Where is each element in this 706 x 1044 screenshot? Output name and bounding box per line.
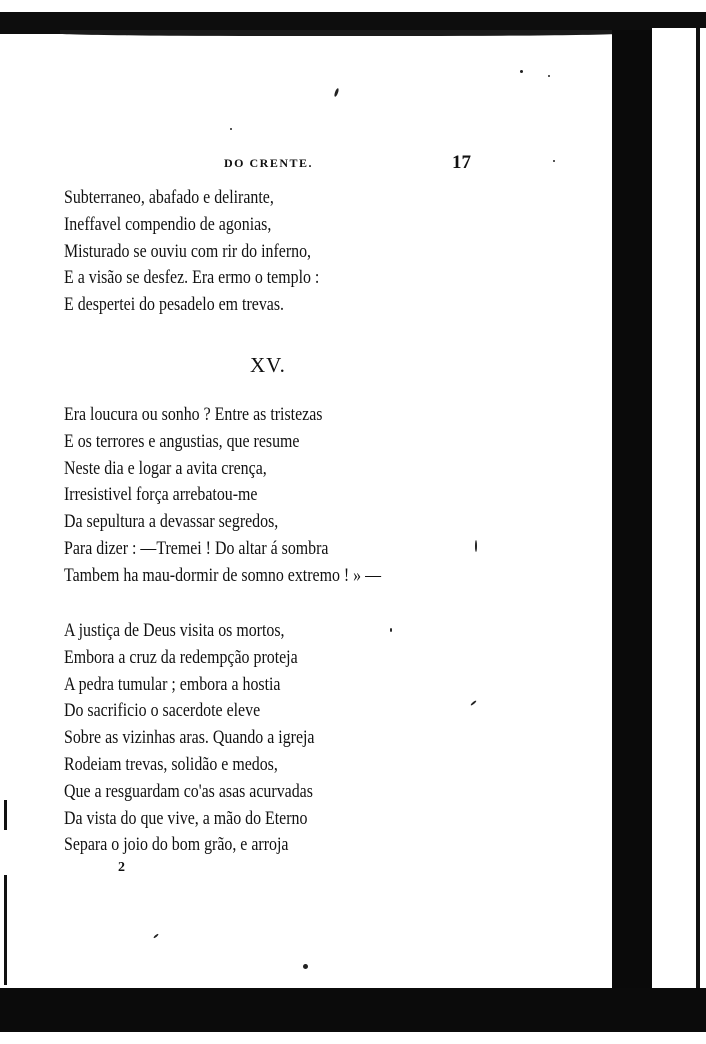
scan-speck (390, 628, 392, 632)
stanza-1 (64, 185, 319, 319)
verse-line: Do sacrificio o sacerdote eleve (64, 701, 261, 722)
scan-speck (230, 128, 232, 130)
verse-line: A pedra tumular ; embora a hostia (64, 674, 281, 695)
scan-left-mark-upper (4, 800, 7, 830)
verse-line: Que a resguardam co'as asas acurvadas (64, 781, 313, 802)
verse-line: Da sepultura a devassar segredos, (64, 512, 279, 533)
scan-left-mark (4, 875, 7, 985)
running-head: DO CRENTE. (224, 156, 314, 170)
scan-border-bottom (0, 988, 706, 1032)
verse-line: Para dizer : —Tremei ! Do altar á sombra (64, 538, 329, 559)
verse-line: Misturado se ouviu com rir do inferno, (64, 241, 312, 262)
scan-speck (548, 75, 550, 77)
scan-border-right (612, 30, 652, 990)
verse-line: A justiça de Deus visita os mortos, (64, 621, 285, 641)
verse-line: Da vista do que vive, a mão do Eterno (64, 808, 308, 829)
verse-line: Ineffavel compendio de agonias, (64, 214, 272, 235)
scan-speck (470, 700, 477, 706)
page-header (224, 152, 484, 176)
verse-line: E despertei do pesadelo em trevas. (64, 295, 285, 316)
verse-line: E a visão se desfez. Era ermo o templo : (64, 268, 320, 289)
stanza-2 (64, 402, 381, 590)
scan-speck (334, 88, 340, 97)
scan-speck (153, 933, 159, 938)
verse-line: Rodeiam trevas, solidão e medos, (64, 754, 278, 775)
verse-line: Subterraneo, abafado e delirante, (64, 188, 274, 208)
verse-line: Tambem ha mau-dormir de somno extremo ! » — (64, 565, 382, 586)
verse-line: Separa o joio do bom grão, e arroja (64, 835, 289, 856)
scan-speck (475, 540, 477, 552)
signature-mark: 2 (118, 860, 125, 875)
verse-line: Embora a cruz da redempção proteja (64, 647, 298, 668)
scan-speck (303, 964, 308, 969)
scan-edge-line (696, 28, 700, 998)
section-heading: XV. (250, 353, 286, 377)
verse-line: Neste dia e logar a avita crença, (64, 458, 267, 479)
verse-line: Sobre as vizinhas aras. Quando a igreja (64, 728, 315, 749)
scan-speck (553, 160, 555, 162)
scan-shadow-top (60, 30, 620, 36)
verse-line: Irresistivel força arrebatou-me (64, 485, 258, 506)
stanza-3 (64, 618, 315, 859)
scan-speck (520, 70, 523, 73)
verse-line: E os terrores e angustias, que resume (64, 431, 300, 452)
page-number: 17 (452, 152, 471, 173)
verse-line: Era loucura ou sonho ? Entre as tristezas (64, 405, 323, 425)
